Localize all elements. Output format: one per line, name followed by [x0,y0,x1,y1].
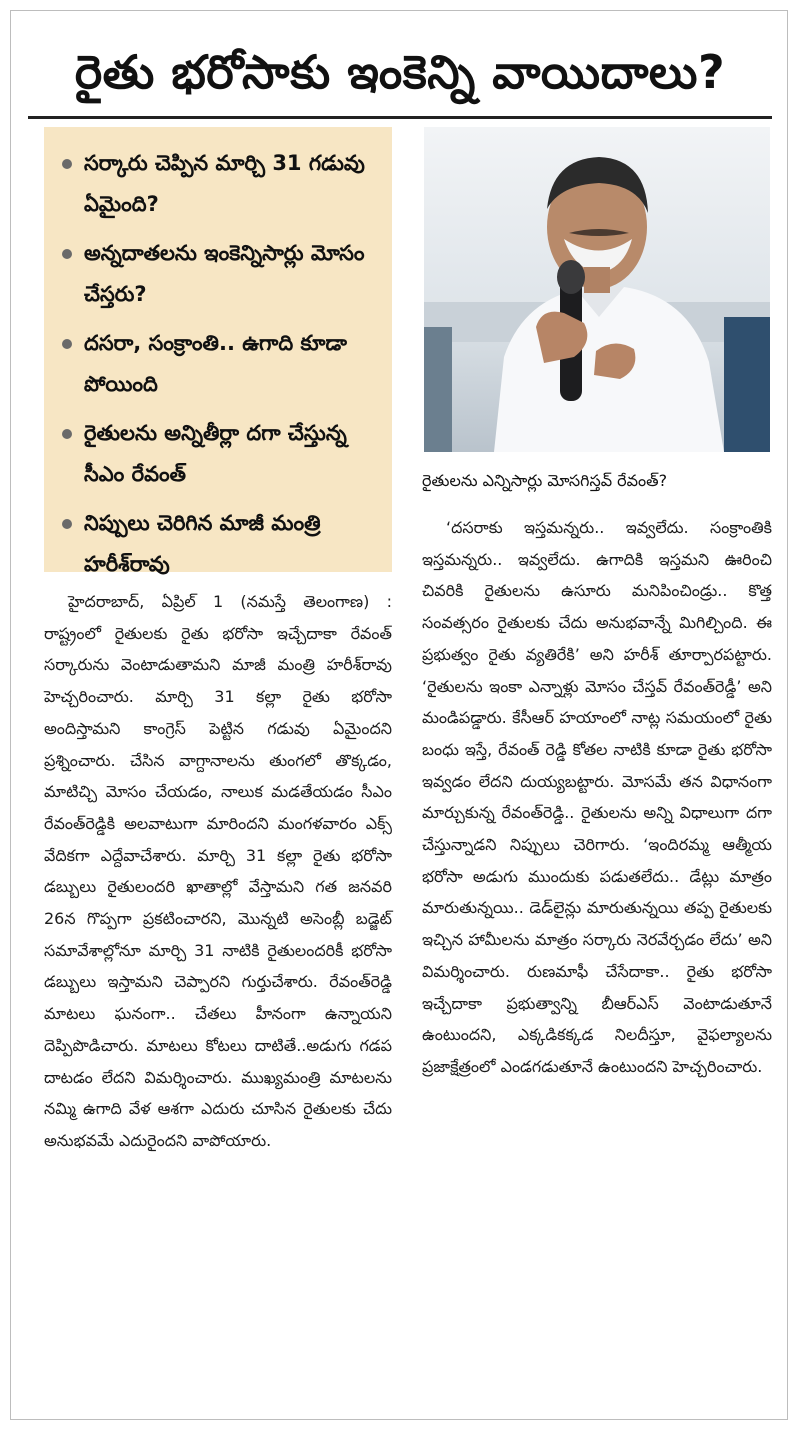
speaker-with-microphone-icon [424,127,770,452]
bullet-icon [62,249,72,259]
highlight-text: సర్కారు చెప్పిన మార్చి 31 గడువు ఏమైంది? [84,151,365,216]
highlight-item [62,143,378,225]
photo-caption: రైతులను ఎన్నిసార్లు మోసగిస్తవ్ రేవంత్? [422,471,668,490]
bullet-icon [62,339,72,349]
highlight-text: రైతులను అన్నితీర్లా దగా చేస్తున్న సీఎం రేవంత్ [84,421,347,486]
article-body-left: హైదరాబాద్, ఏప్రిల్ 1 (నమస్తే తెలంగాణ) : రాష్ట్రంలో రైతులకు రైతు భరోసా ఇచ్చేదాకా రేవంత్ సర్కారును వెంటాడుతామని మాజీ మంత్రి హరీశ్‌రావు హెచ్చరించారు. మార్చి 31 కల్లా రైతు భరోసా అందిస్తామని కాంగ్రెస్ పెట్టిన గడువు ఏమైందని ప్రశ్నించారు. చేసిన వాగ్దానాలను తుంగలో తొక్కడం, మాటిచ్చి మోసం చేయడం, నాలుక మడతేయడం సీఎం రేవంత్‌రెడ్డికి అలవాటుగా మారిందని మంగళవారం ఎక్స్ వేదికగా ఎద్దేవాచేశారు. మార్చి 31 కల్లా రైతు భరోసా డబ్బులు రైతులందరి ఖాతాల్లో వేస్తామని గత జనవరి 26న గొప్పగా ప్రకటించారని, మొన్నటి అసెంబ్లీ బడ్జెట్ సమావేశాల్లోనూ మార్చి 31 నాటికి రైతులందరికీ భరోసా డబ్బులు ఇస్తామని చెప్పారని గుర్తుచేశారు. రేవంత్‌రెడ్డి మాటలు ఘనంగా.. చేతలు హీనంగా ఉన్నాయని దెప్పిపొడిచారు. మాటలు కోటలు దాటితే..అడుగు గడప దాటడం లేదని విమర్శించారు. ముఖ్యమంత్రి మాటలను నమ్మి ఉగాది వేళ ఆశగా ఎదురు చూసిన రైతులకు చేదు అనుభవమే ఎదురైందని వాపోయారు. [44,592,392,1150]
speaker-photo [424,127,770,452]
highlight-item [62,413,378,495]
article-body-right: ‘దసరాకు ఇస్తమన్నరు.. ఇవ్వలేదు. సంక్రాంతికి ఇస్తమన్నరు.. ఇవ్వలేదు. ఉగాదికి ఇస్తమని ఊరించి చివరికి రైతులను ఉసూరు మనిపించిండ్రు.. కొత్త సంవత్సరం రైతులకు చేదు అనుభవాన్నే మిగిల్చింది. ఈ ప్రభుత్వం రైతు వ్యతిరేకి’ అని హరీశ్ తూర్పారపట్టారు. ‘రైతులను ఇంకా ఎన్నాళ్లు మోసం చేస్తవ్ రేవంత్‌రెడ్డీ’ అని మండిపడ్డారు. కేసీఆర్ హయాంలో నాట్ల సమయంలో రైతు బంధు ఇస్తే, రేవంత్ రెడ్డి కోతల నాటికి కూడా రైతు భరోసా ఇవ్వడం లేదని దుయ్యబట్టారు. మోసమే తన విధానంగా మార్చుకున్న రేవంత్‌రెడ్డి.. రైతులను అన్ని విధాలుగా దగా చేస్తున్నాడని నిప్పులు చెరిగారు. ‘ఇందిరమ్మ ఆత్మీయ భరోసా అడుగు ముందుకు పడుతలేదు.. డేట్లు మాత్రం మారుతున్నయి.. డెడ్‌లైన్లు మారుతున్నయి తప్ప రైతులకు ఇచ్చిన హామీలను మాత్రం సర్కారు నెరవేర్చడం లేదు’ అని విమర్శించారు. రుణమాఫీ చేసేదాకా.. రైతు భరోసా ఇచ్చేదాకా ప్రభుత్వాన్ని బీఆర్ఎస్ వెంటాడుతూనే ఉంటుందని, ఎక్కడికక్కడ నిలదీస్తూ, వైఫల్యాలను ప్రజాక్షేత్రంలో ఎండగడుతూనే ఉంటుందని హెచ్చరించారు. [422,518,772,1076]
highlight-item [62,503,378,585]
highlight-text: దసరా, సంక్రాంతి.. ఉగాది కూడా పోయింది [84,331,347,396]
highlight-text: నిప్పులు చెరిగిన మాజీ మంత్రి హరీశ్‌రావు [84,511,321,576]
highlight-item [62,233,378,315]
highlight-text: అన్నదాతలను ఇంకెన్నిసార్లు మోసం చేస్తరు? [84,241,365,306]
headline-rule [28,116,772,119]
highlights-box [44,127,392,576]
bullet-icon [62,519,72,529]
bullet-icon [62,159,72,169]
highlight-item [62,323,378,405]
bullet-icon [62,429,72,439]
headline: రైతు భరోసాకు ఇంకెన్ని వాయిదాలు? [74,45,726,99]
